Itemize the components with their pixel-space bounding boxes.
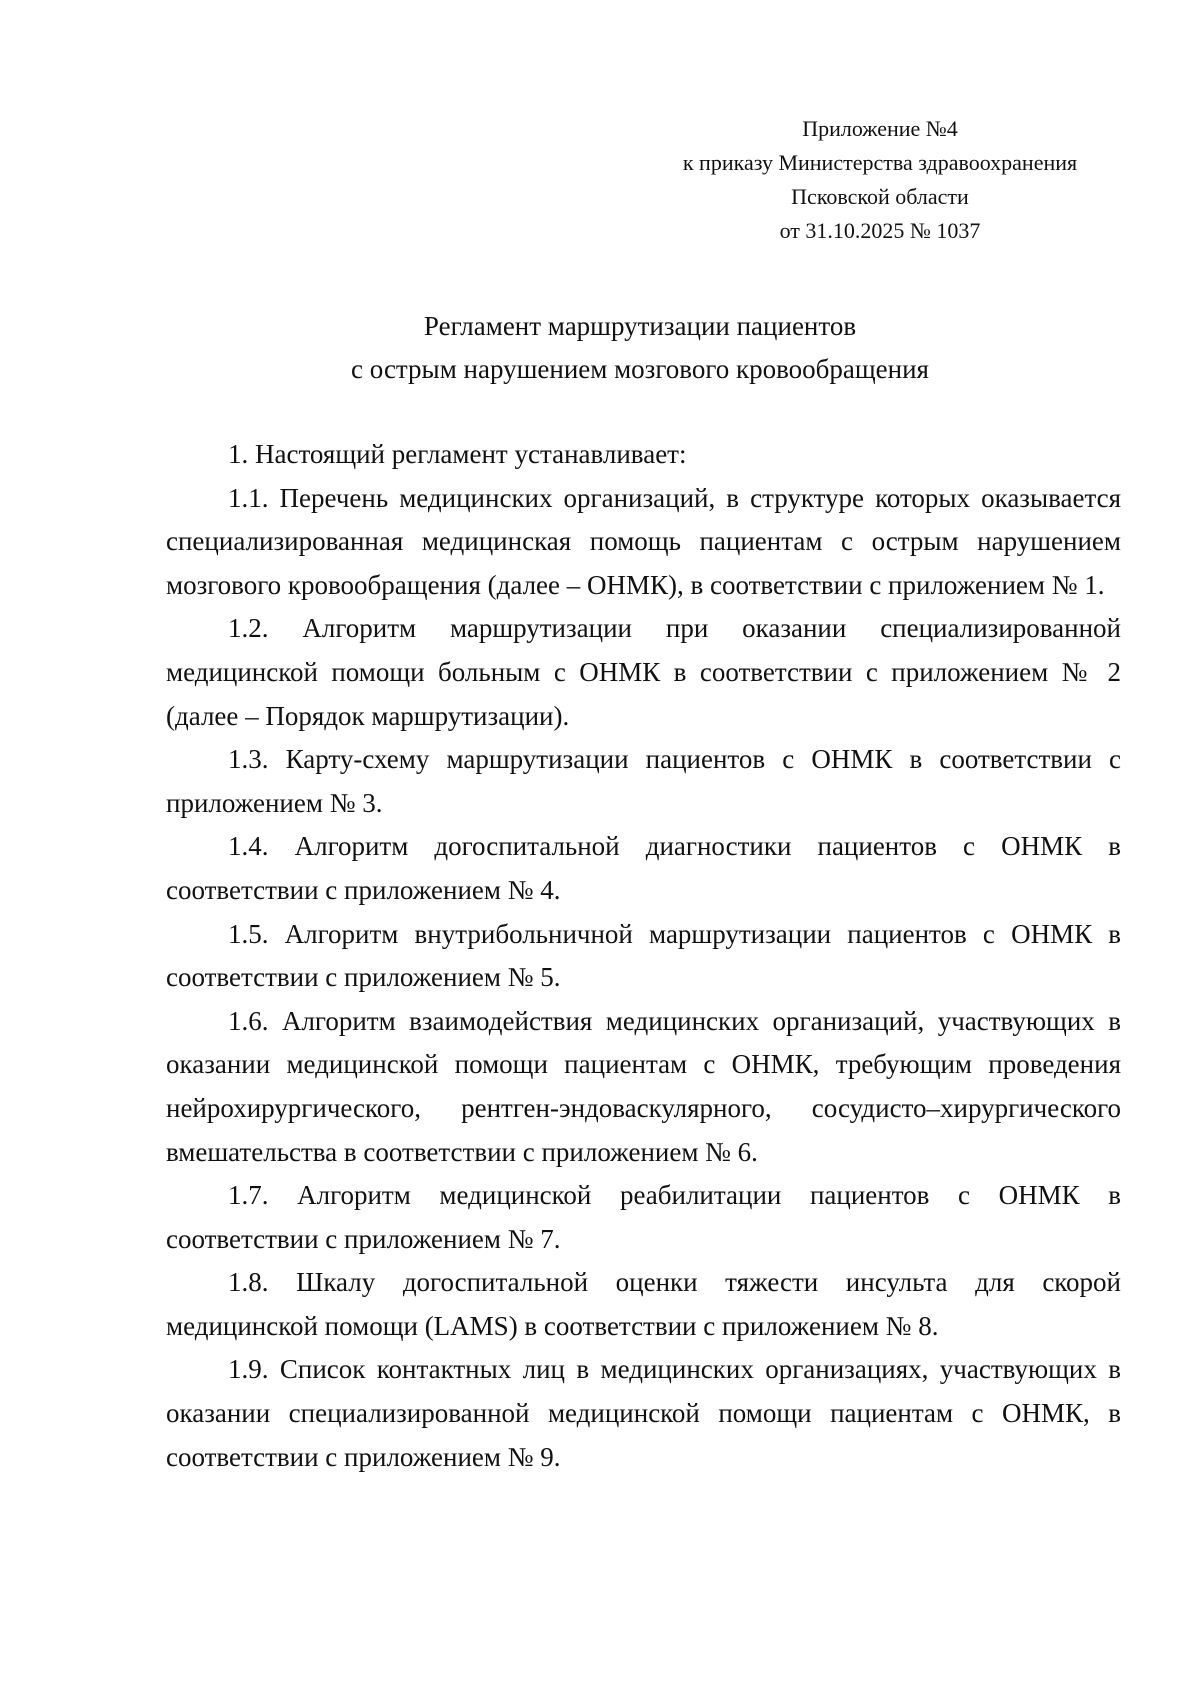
document-body <box>166 433 1121 1479</box>
document-title <box>160 305 1120 391</box>
paragraph-1-6: 1.6. Алгоритм взаимодействия медицинских организаций, участвующих в оказании медицинской помощи пациентам с ОНМК, требующим проведения нейрохирургического, рентген-эндоваскулярного, сосудисто–хирургического вмешательства в соответствии с приложением № 6. <box>166 1005 1121 1167</box>
appendix-region: Псковской области <box>791 184 969 209</box>
title-line-2: с острым нарушением мозгового кровообращения <box>351 354 929 384</box>
appendix-date-number: от 31.10.2025 № 1037 <box>779 218 981 243</box>
appendix-number: Приложение №4 <box>802 116 958 141</box>
title-line-1: Регламент маршрутизации пациентов <box>423 311 857 341</box>
appendix-order-ref: к приказу Министерства здравоохранения <box>682 150 1078 175</box>
paragraph-1-8: 1.8. Шкалу догоспитальной оценки тяжести инсульта для скорой медицинской помощи (LAMS) в соответствии с приложением № 8. <box>166 1267 1121 1341</box>
paragraph-1: 1. Настоящий регламент устанавливает: <box>228 439 687 469</box>
paragraph-1-9: 1.9. Список контактных лиц в медицинских организациях, участвующих в оказании специализированной медицинской помощи пациентам с ОНМК, в соответствии с приложением № 9. <box>166 1354 1121 1472</box>
paragraph-1-1: 1.1. Перечень медицинских организаций, в структуре которых оказывается специализированная медицинская помощь пациентам с острым нарушением мозгового кровообращения (далее – ОНМК), в соответствии с приложением № 1. <box>166 482 1121 600</box>
appendix-header <box>640 112 1120 248</box>
paragraph-1-2: 1.2. Алгоритм маршрутизации при оказании специализированной медицинской помощи больным с ОНМК в соответствии с приложением № 2 (далее – Порядок маршрутизации). <box>166 613 1121 731</box>
paragraph-1-3: 1.3. Карту-схему маршрутизации пациентов с ОНМК в соответствии с приложением № 3. <box>166 744 1121 818</box>
paragraph-1-5: 1.5. Алгоритм внутрибольничной маршрутизации пациентов с ОНМК в соответствии с приложением № 5. <box>166 918 1121 993</box>
paragraph-1-7: 1.7. Алгоритм медицинской реабилитации пациентов с ОНМК в соответствии с приложением № 7. <box>166 1180 1121 1254</box>
paragraph-1-4: 1.4. Алгоритм догоспитальной диагностики пациентов с ОНМК в соответствии с приложением № 4. <box>166 831 1121 905</box>
